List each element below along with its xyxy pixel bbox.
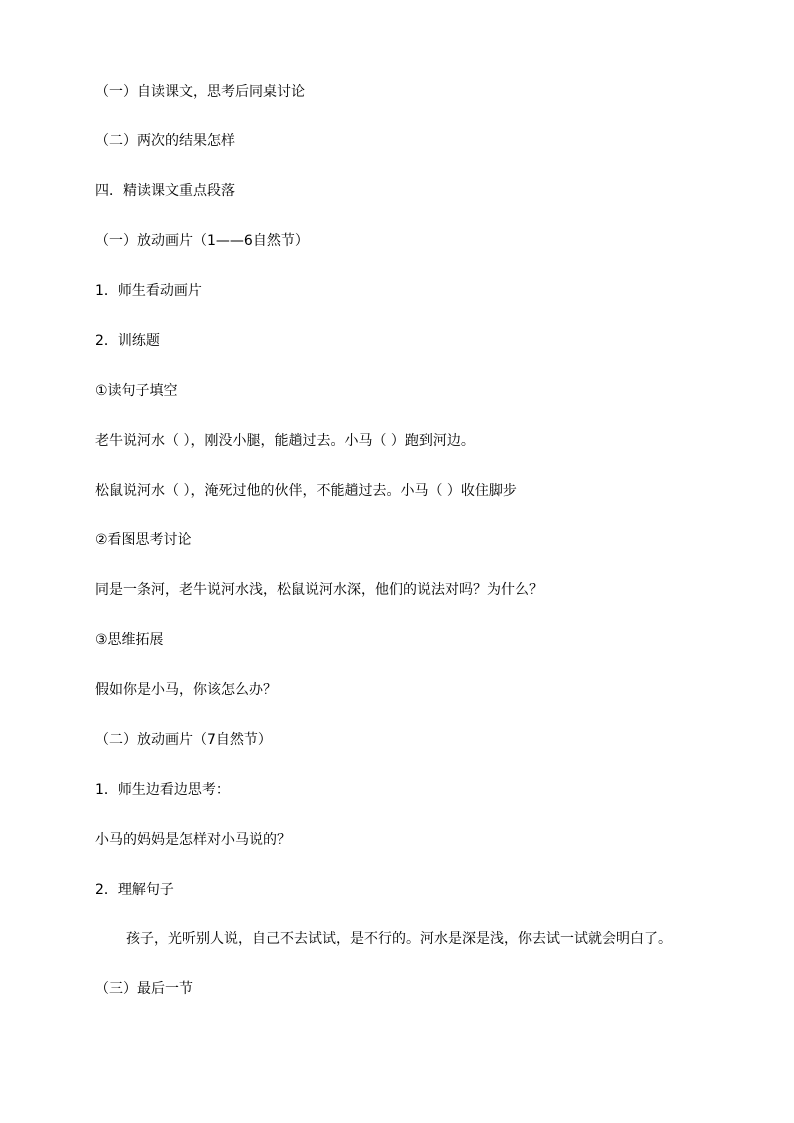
section-heading-results: （二）两次的结果怎样 xyxy=(95,133,235,149)
discussion-question: 同是一条河，老牛说河水浅，松鼠说河水深，他们的说法对吗？为什么？ xyxy=(95,582,543,598)
quoted-sentence: 孩子，光听别人说，自己不去试试，是不行的。河水是深是浅，你去试一试就会明白了。 xyxy=(126,931,672,947)
exercise-sentence-squirrel: 松鼠说河水（ ），淹死过他的伙伴，不能趟过去。小马（ ）收住脚步 xyxy=(95,483,517,499)
list-item-exercises: 2．训练题 xyxy=(95,333,160,349)
exercise-discussion-heading: ②看图思考讨论 xyxy=(95,532,192,548)
list-item-understand-sentence: 2．理解句子 xyxy=(95,882,174,898)
exercise-extension-heading: ③思维拓展 xyxy=(95,632,164,648)
section-heading-intensive-reading: 四．精读课文重点段落 xyxy=(95,183,235,199)
section-heading-self-read: （一）自读课文，思考后同桌讨论 xyxy=(95,84,305,100)
subsection-heading-last-section: （三）最后一节 xyxy=(95,981,193,997)
exercise-sentence-ox: 老牛说河水（ ），刚没小腿，能趟过去。小马（ ）跑到河边。 xyxy=(95,433,475,449)
list-item-watch-animation: 1．师生看动画片 xyxy=(95,283,202,299)
subsection-heading-animation-2: （二）放动画片（7自然节） xyxy=(95,732,272,748)
extension-question: 假如你是小马，你该怎么办？ xyxy=(95,682,277,698)
mother-question: 小马的妈妈是怎样对小马说的？ xyxy=(95,832,291,848)
exercise-fill-blank-heading: ①读句子填空 xyxy=(95,383,178,399)
list-item-watch-think: 1．师生边看边思考： xyxy=(95,782,230,798)
subsection-heading-animation-1: （一）放动画片（1——6自然节） xyxy=(95,233,309,249)
